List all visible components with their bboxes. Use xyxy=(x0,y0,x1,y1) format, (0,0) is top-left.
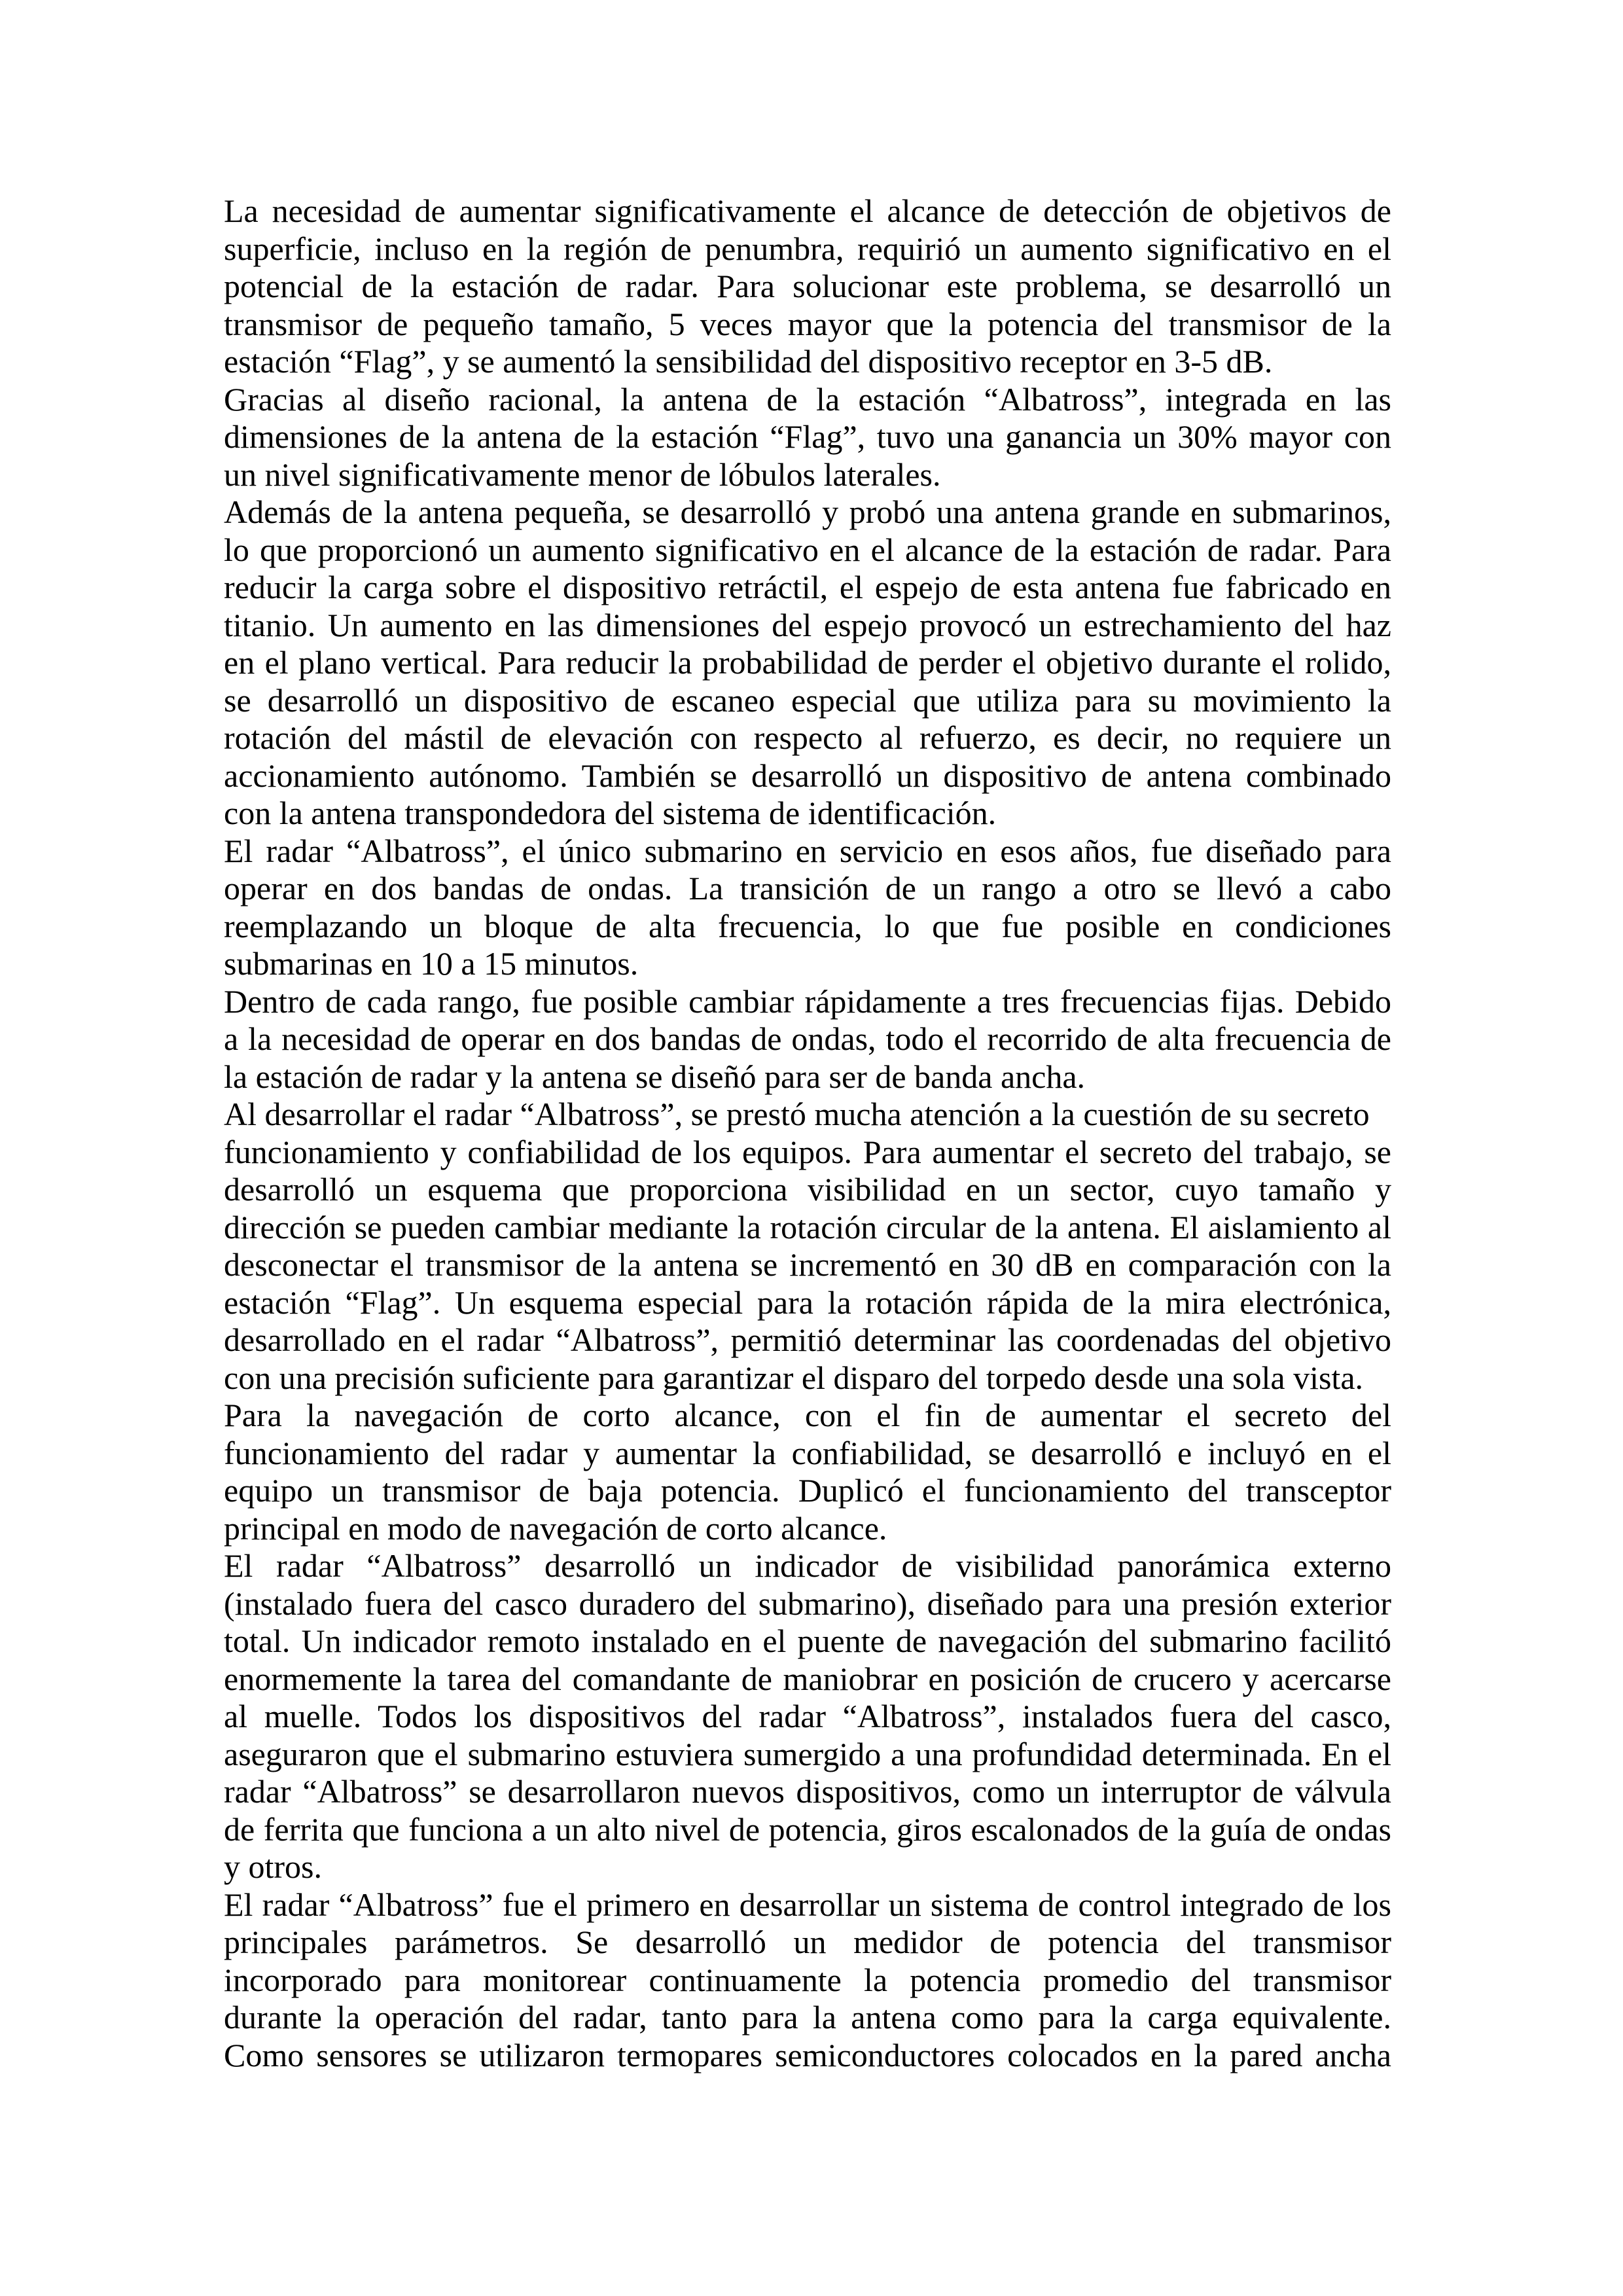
text-line: desconectar el transmisor de la antena se incrementó en 30 dB en comparación con la xyxy=(224,1246,1391,1283)
text-line: rotación del mástil de elevación con respecto al refuerzo, es decir, no requiere un xyxy=(224,719,1391,756)
text-line: submarinas en 10 a 15 minutos. xyxy=(224,945,639,982)
text-line: accionamiento autónomo. También se desarrolló un dispositivo de antena combinado xyxy=(224,757,1391,794)
paragraph xyxy=(224,381,1391,494)
text-line: la estación de radar y la antena se diseñó para ser de banda ancha. xyxy=(224,1058,1086,1095)
text-line: superficie, incluso en la región de penumbra, requirió un aumento significativo en el xyxy=(224,230,1391,267)
text-line: funcionamiento y confiabilidad de los equipos. Para aumentar el secreto del trabajo, se xyxy=(224,1133,1391,1170)
text-line: principales parámetros. Se desarrolló un medidor de potencia del transmisor xyxy=(224,1924,1391,1960)
text-line: al muelle. Todos los dispositivos del radar “Albatross”, instalados fuera del casco, xyxy=(224,1698,1391,1734)
text-line: (instalado fuera del casco duradero del submarino), diseñado para una presión exterior xyxy=(224,1585,1391,1622)
text-line: operar en dos bandas de ondas. La transición de un rango a otro se llevó a cabo xyxy=(224,870,1391,906)
paragraph xyxy=(224,1547,1391,1886)
text-line: total. Un indicador remoto instalado en el puente de navegación del submarino facilitó xyxy=(224,1623,1391,1659)
text-line: El radar “Albatross” fue el primero en desarrollar un sistema de control integrado de los xyxy=(224,1886,1391,1923)
text-line: aseguraron que el submarino estuviera sumergido a una profundidad determinada. En el xyxy=(224,1735,1391,1772)
paragraph xyxy=(224,493,1391,833)
text-line: en el plano vertical. Para reducir la probabilidad de perder el objetivo durante el rolido, xyxy=(224,644,1391,681)
text-line: Para la navegación de corto alcance, con el fin de aumentar el secreto del xyxy=(224,1397,1391,1433)
document-body xyxy=(224,192,1391,2074)
text-line: Al desarrollar el radar “Albatross”, se prestó mucha atención a la cuestión de su secreto xyxy=(224,1096,1370,1132)
text-line: potencial de la estación de radar. Para solucionar este problema, se desarrolló un xyxy=(224,268,1391,304)
paragraph xyxy=(224,1886,1391,2075)
text-line: estación “Flag”. Un esquema especial para la rotación rápida de la mira electrónica, xyxy=(224,1283,1391,1321)
text-line: funcionamiento del radar y aumentar la confiabilidad, se desarrolló e incluyó en el xyxy=(224,1434,1391,1471)
text-line: dimensiones de la antena de la estación “Flag”, tuvo una ganancia un 30% mayor con xyxy=(224,418,1391,455)
text-line: radar “Albatross” se desarrollaron nuevos dispositivos, como un interruptor de válvula xyxy=(224,1773,1391,1810)
text-line: principal en modo de navegación de corto alcance. xyxy=(224,1509,887,1547)
text-line: de ferrita que funciona a un alto nivel de potencia, giros escalonados de la guía de ondas xyxy=(224,1810,1391,1848)
paragraph xyxy=(224,833,1391,983)
text-line: durante la operación del radar, tanto para la antena como para la carga equivalente. xyxy=(224,1999,1391,2036)
text-line: titanio. Un aumento en las dimensiones del espejo provocó un estrechamiento del haz xyxy=(224,606,1391,643)
paragraph xyxy=(224,1397,1391,1547)
text-line: estación “Flag”, y se aumentó la sensibilidad del dispositivo receptor en 3-5 dB. xyxy=(224,343,1273,380)
paragraph xyxy=(224,192,1391,381)
text-line: Dentro de cada rango, fue posible cambiar rápidamente a tres frecuencias fijas. Debido xyxy=(224,982,1391,1020)
text-line: Además de la antena pequeña, se desarrolló y probó una antena grande en submarinos, xyxy=(224,493,1391,530)
text-line: desarrolló un esquema que proporciona visibilidad en un sector, cuyo tamaño y xyxy=(224,1171,1391,1208)
text-line: Como sensores se utilizaron termopares semiconductores colocados en la pared ancha xyxy=(224,2036,1391,2073)
text-line: reemplazando un bloque de alta frecuencia, lo que fue posible en condiciones xyxy=(224,907,1391,944)
text-line: El radar “Albatross”, el único submarino en servicio en esos años, fue diseñado para xyxy=(224,832,1391,869)
text-line: un nivel significativamente menor de lóbulos laterales. xyxy=(224,456,941,493)
text-line: Gracias al diseño racional, la antena de la estación “Albatross”, integrada en las xyxy=(224,380,1391,418)
text-line: equipo un transmisor de baja potencia. Duplicó el funcionamiento del transceptor xyxy=(224,1472,1391,1509)
text-line: con la antena transpondedora del sistema de identificación. xyxy=(224,795,997,831)
text-line: dirección se pueden cambiar mediante la rotación circular de la antena. El aislamiento al xyxy=(224,1208,1391,1246)
text-line: se desarrolló un dispositivo de escaneo especial que utiliza para su movimiento la xyxy=(224,681,1391,719)
text-line: lo que proporcionó un aumento significativo en el alcance de la estación de radar. Para xyxy=(224,531,1391,568)
paragraph xyxy=(224,1096,1391,1397)
text-line: transmisor de pequeño tamaño, 5 veces mayor que la potencia del transmisor de la xyxy=(224,305,1391,342)
text-line: reducir la carga sobre el dispositivo retráctil, el espejo de esta antena fue fabricado en xyxy=(224,569,1391,605)
text-line: y otros. xyxy=(224,1848,322,1885)
text-line: enormemente la tarea del comandante de maniobrar en posición de crucero y acercarse xyxy=(224,1660,1391,1697)
text-line: con una precisión suficiente para garantizar el disparo del torpedo desde una sola vista. xyxy=(224,1359,1364,1396)
text-line: El radar “Albatross” desarrolló un indicador de visibilidad panorámica externo xyxy=(224,1547,1391,1584)
text-line: a la necesidad de operar en dos bandas de ondas, todo el recorrido de alta frecuencia de xyxy=(224,1020,1391,1057)
text-line: incorporado para monitorear continuamente la potencia promedio del transmisor xyxy=(224,1961,1391,1998)
paragraph xyxy=(224,983,1391,1096)
text-line: La necesidad de aumentar significativamente el alcance de detección de objetivos de xyxy=(224,192,1391,229)
text-line: desarrollado en el radar “Albatross”, permitió determinar las coordenadas del objetivo xyxy=(224,1321,1391,1358)
